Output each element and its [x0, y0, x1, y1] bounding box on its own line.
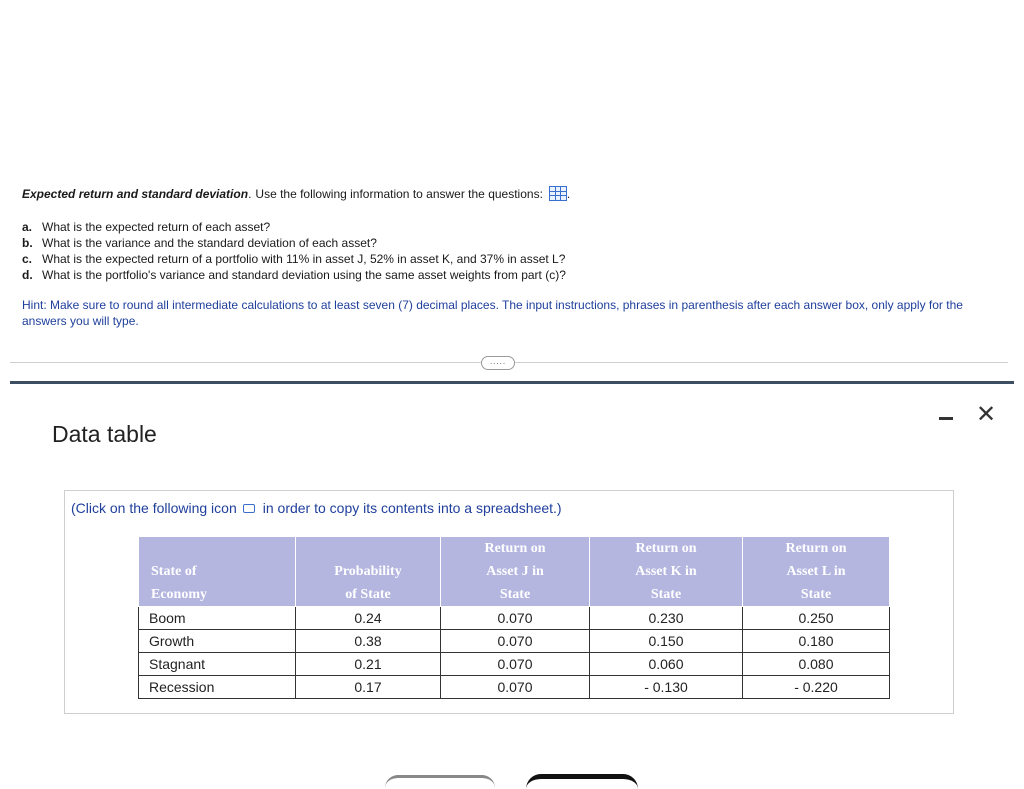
problem-title: Expected return and standard deviation [22, 186, 249, 201]
data-table-grid-icon[interactable] [549, 186, 567, 201]
table-cell: Boom [139, 607, 296, 630]
table-row [139, 676, 890, 699]
table-cell: 0.230 [590, 607, 743, 630]
header-probability: Probability of State [296, 537, 441, 607]
hint-text: Hint: Make sure to round all intermediate calculations to at least seven (7) decimal places. The input instructions, phrases in parenthesis after each answer box, only apply for the answers you will type. [22, 298, 963, 328]
close-icon[interactable]: ✕ [976, 401, 997, 428]
table-cell: 0.060 [590, 653, 743, 676]
question-text: What is the expected return of a portfolio with 11% in asset J, 52% in asset K, and 37% in asset L? [42, 252, 566, 266]
dialog-title: Data table [52, 421, 157, 447]
question-text: What is the expected return of each asset? [42, 220, 271, 234]
problem-statement [22, 186, 1012, 329]
title-period: . [248, 186, 252, 201]
table-cell: 0.070 [441, 607, 590, 630]
table-cell: 0.17 [296, 676, 441, 699]
copy-instruction-pre: (Click on the following icon [71, 500, 237, 516]
table-row [139, 630, 890, 653]
question-item [22, 235, 1012, 251]
table-cell: Recession [139, 676, 296, 699]
minimize-icon[interactable] [936, 406, 956, 426]
table-cell: 0.250 [743, 607, 890, 630]
question-list [22, 219, 1012, 283]
question-text: What is the variance and the standard deviation of each asset? [42, 236, 377, 250]
table-cell: Growth [139, 630, 296, 653]
table-cell: 0.070 [441, 653, 590, 676]
header-asset-k: Return on Asset K in State [590, 537, 743, 607]
table-row [139, 607, 890, 630]
table-cell: Stagnant [139, 653, 296, 676]
table-header-row [139, 537, 890, 607]
question-item [22, 251, 1012, 267]
problem-intro: Use the following information to answer the questions: [255, 186, 543, 201]
question-letter: b. [22, 236, 33, 250]
question-letter: c. [22, 252, 33, 266]
table-cell: 0.180 [743, 630, 890, 653]
question-letter: a. [22, 220, 33, 234]
data-table-panel [64, 490, 954, 714]
problem-title-line: Expected return and standard deviation . Use the following information to answer the questions: . [22, 186, 571, 201]
table-cell: 0.150 [590, 630, 743, 653]
question-item [22, 219, 1012, 235]
data-table [138, 536, 890, 699]
expand-button[interactable]: ..... [481, 356, 515, 370]
table-cell: - 0.220 [743, 676, 890, 699]
copy-instruction-post: in order to copy its contents into a spreadsheet.) [262, 500, 562, 516]
table-cell: 0.38 [296, 630, 441, 653]
table-cell: 0.21 [296, 653, 441, 676]
copy-spreadsheet-icon[interactable] [243, 504, 255, 513]
table-row [139, 653, 890, 676]
question-text: What is the portfolio's variance and standard deviation using the same asset weights from part (c)? [42, 268, 566, 282]
dialog-top-bar [10, 381, 1014, 384]
question-item [22, 267, 1012, 283]
header-asset-l: Return on Asset L in State [743, 537, 890, 607]
table-cell: 0.070 [441, 630, 590, 653]
header-asset-j: Return on Asset J in State [441, 537, 590, 607]
table-cell: - 0.130 [590, 676, 743, 699]
table-cell: 0.070 [441, 676, 590, 699]
question-letter: d. [22, 268, 33, 282]
table-cell: 0.24 [296, 607, 441, 630]
table-cell: 0.080 [743, 653, 890, 676]
header-state: State of Economy [139, 537, 296, 607]
copy-instruction [71, 500, 562, 516]
